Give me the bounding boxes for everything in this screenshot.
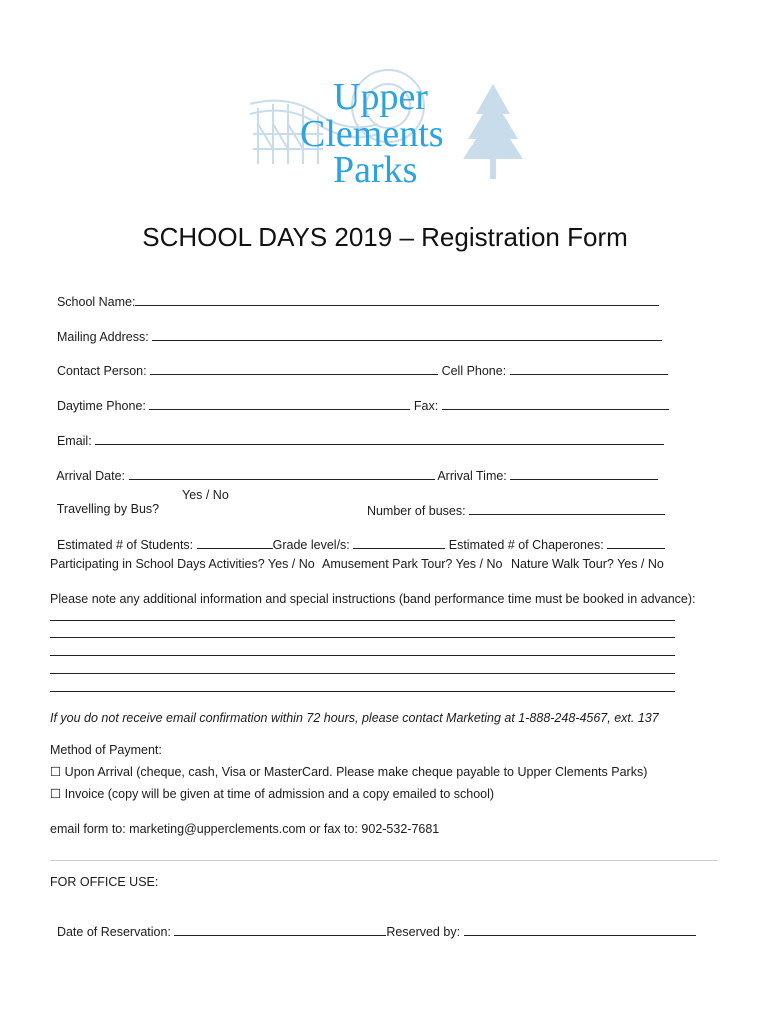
row-email (50, 418, 664, 448)
email-field[interactable] (95, 432, 664, 445)
reserved-by-field[interactable] (464, 923, 696, 936)
notes-line[interactable] (50, 691, 675, 692)
reserved-by-label: Reserved by: (386, 925, 461, 939)
park-tour-yes-no[interactable]: Amusement Park Tour? Yes / No (322, 557, 503, 571)
cell-phone-label: Cell Phone: (441, 364, 507, 378)
notes-line[interactable] (50, 637, 675, 638)
notes-line[interactable] (50, 620, 675, 621)
notes-line[interactable] (50, 673, 675, 674)
divider (50, 860, 718, 861)
activities-yes-no[interactable]: Participating in School Days Activities? Yes / No (50, 557, 315, 571)
form-title: SCHOOL DAYS 2019 – Registration Form (142, 222, 628, 252)
daytime-phone-field[interactable] (149, 397, 410, 410)
logo-word-clements: Clements (300, 113, 444, 155)
number-of-buses-label: Number of buses: (366, 504, 466, 518)
row-arrival (50, 453, 658, 483)
arrival-time-label: Arrival Time: (437, 469, 507, 483)
tree-icon (463, 84, 523, 179)
nature-walk-yes-no[interactable]: Nature Walk Tour? Yes / No (511, 557, 664, 571)
arrival-date-label: Arrival Date: (56, 469, 126, 483)
row-contact (50, 348, 668, 378)
grade-levels-label: Grade level/s: (272, 538, 350, 552)
grade-levels-field[interactable] (353, 536, 445, 549)
mailing-address-label: Mailing Address: (56, 330, 149, 344)
email-fax-instructions: email form to: marketing@upperclements.com or fax to: 902-532-7681 (50, 822, 440, 836)
row-school-name (50, 279, 659, 309)
arrival-time-field[interactable] (510, 467, 658, 480)
row-bus (50, 488, 159, 516)
payment-option-invoice[interactable]: ☐ Invoice (copy will be given at time of admission and a copy emailed to school) (50, 787, 495, 801)
upper-clements-parks-logo (248, 64, 523, 189)
number-of-buses-field[interactable] (469, 502, 665, 515)
contact-person-label: Contact Person: (56, 364, 147, 378)
logo-word-upper: Upper (333, 76, 428, 118)
office-use-heading: FOR OFFICE USE: (50, 875, 159, 889)
row-office (50, 909, 696, 939)
est-chaperones-field[interactable] (607, 536, 665, 549)
payment-option-upon-arrival[interactable]: ☐ Upon Arrival (cheque, cash, Visa or MasterCard. Please make cheque payable to Upper Clements Parks) (50, 765, 648, 779)
confirmation-notice: If you do not receive email confirmation within 72 hours, please contact Marketing at 1-888-248-4567, ext. 137 (50, 711, 659, 725)
travelling-by-bus-label: Travelling by Bus? (56, 502, 160, 516)
arrival-date-field[interactable] (129, 467, 435, 480)
row-mailing-address (50, 314, 662, 344)
notes-label: Please note any additional information and special instructions (band performance time must be booked in advance): (50, 592, 696, 606)
contact-person-field[interactable] (150, 362, 438, 375)
fax-label: Fax: (413, 399, 439, 413)
fax-field[interactable] (442, 397, 669, 410)
est-students-label: Estimated # of Students: (56, 538, 194, 552)
est-chaperones-label: Estimated # of Chaperones: (448, 538, 604, 552)
row-estimates (50, 522, 665, 552)
bus-yes-no[interactable]: Yes / No (182, 488, 229, 502)
school-name-label: School Name: (56, 295, 136, 309)
notes-line[interactable] (50, 655, 675, 656)
est-students-field[interactable] (197, 536, 273, 549)
mailing-address-field[interactable] (152, 328, 662, 341)
cell-phone-field[interactable] (510, 362, 668, 375)
payment-heading: Method of Payment: (50, 743, 162, 757)
date-of-reservation-label: Date of Reservation: (56, 925, 171, 939)
date-of-reservation-field[interactable] (174, 923, 386, 936)
row-number-of-buses (360, 488, 665, 518)
email-label: Email: (56, 434, 92, 448)
row-phone-fax (50, 383, 669, 413)
logo-word-parks: Parks (333, 149, 418, 189)
school-name-field[interactable] (135, 293, 659, 306)
daytime-phone-label: Daytime Phone: (56, 399, 146, 413)
